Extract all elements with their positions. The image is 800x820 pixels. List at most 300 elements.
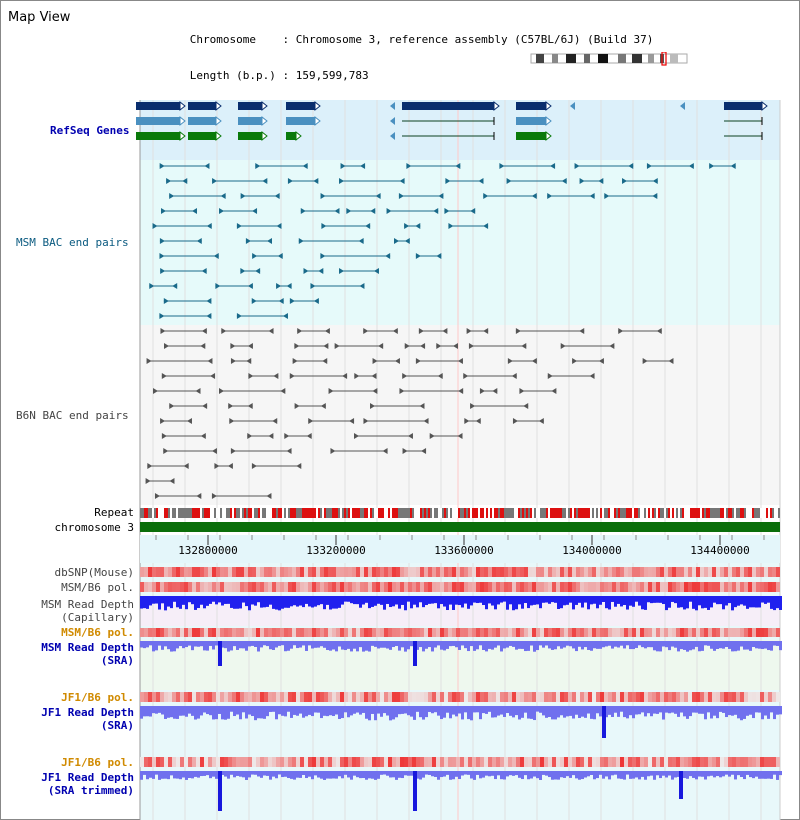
jf1-sra-depth-bar xyxy=(329,706,332,715)
jf1-b6-pol-trimmed-cell xyxy=(356,757,360,767)
jf1-sra-depth-bar xyxy=(416,706,419,712)
jf1-trimmed-depth-bar xyxy=(476,771,479,775)
jf1-b6-pol-trimmed-cell xyxy=(204,757,208,767)
jf1-trimmed-depth-bar xyxy=(587,771,590,776)
track-label-jf1-b6-pol[interactable]: JF1/B6 pol. xyxy=(61,691,134,704)
msm-sra-depth-bar xyxy=(152,641,155,651)
track-label-repeat[interactable]: Repeat xyxy=(94,506,134,519)
jf1-b6-pol-trimmed-cell xyxy=(228,757,232,767)
jf1-trimmed-depth-bar xyxy=(701,771,704,777)
msm-capillary-depth-bar xyxy=(542,596,545,603)
jf1-sra-depth-bar xyxy=(683,706,686,716)
jf1-b6-pol-trimmed-cell xyxy=(512,757,516,767)
msm-sra-depth-bar xyxy=(401,641,404,647)
repeat-segment xyxy=(194,508,196,518)
msm-b6-pol-cell xyxy=(144,582,148,592)
dbsnp-density-cell xyxy=(592,567,596,577)
msm-b6-pol-cell xyxy=(504,582,508,592)
jf1-b6-pol-trimmed-cell xyxy=(276,757,280,767)
msm-sra-depth-bar xyxy=(614,641,617,647)
msm-sra-depth-bar xyxy=(692,641,695,649)
jf1-b6-pol-trimmed-cell xyxy=(488,757,492,767)
msm-capillary-depth-bar xyxy=(212,596,215,602)
dbsnp-density-cell xyxy=(212,567,216,577)
track-label-refseq[interactable]: RefSeq Genes xyxy=(50,124,130,137)
repeat-segment xyxy=(320,508,322,518)
dbsnp-density-cell xyxy=(700,567,704,577)
jf1-trimmed-depth-bar xyxy=(395,771,398,780)
track-label-msm-b6-pol[interactable]: MSM/B6 pol. xyxy=(61,581,134,594)
msm-b6-pol-sra-cell xyxy=(184,628,188,637)
dbsnp-density-cell xyxy=(208,567,212,577)
jf1-b6-pol-trimmed-cell xyxy=(476,757,480,767)
dbsnp-density-cell xyxy=(180,567,184,577)
jf1-b6-pol-cell xyxy=(384,692,388,702)
dbsnp-density-cell xyxy=(288,567,292,577)
jf1-sra-depth-bar xyxy=(665,706,668,713)
msm-b6-pol-cell xyxy=(596,582,600,592)
msm-capillary-depth-bar xyxy=(143,596,146,608)
msm-b6-pol-sra-cell xyxy=(520,628,524,637)
jf1-sra-depth-bar xyxy=(287,706,290,712)
msm-capillary-depth-bar xyxy=(674,596,677,603)
msm-capillary-depth-bar xyxy=(194,596,197,610)
jf1-b6-pol-cell xyxy=(580,692,584,702)
jf1-b6-pol-cell xyxy=(536,692,540,702)
jf1-b6-pol-cell xyxy=(400,692,404,702)
msm-b6-pol-sra-cell xyxy=(244,628,248,637)
msm-b6-pol-sra-cell xyxy=(280,628,284,637)
repeat-segment xyxy=(628,508,630,518)
jf1-b6-pol-trimmed-cell xyxy=(388,757,392,767)
jf1-trimmed-depth-bar xyxy=(173,771,176,778)
jf1-b6-pol-cell xyxy=(192,692,196,702)
repeat-segment xyxy=(420,508,422,518)
jf1-b6-pol-trimmed-cell xyxy=(544,757,548,767)
repeat-segment xyxy=(186,508,188,518)
jf1-b6-pol-trimmed-cell xyxy=(508,757,512,767)
msm-sra-depth-bar xyxy=(467,641,470,651)
repeat-segment xyxy=(662,508,664,518)
jf1-sra-depth-bar xyxy=(200,706,203,715)
track-label-jf1-depth-trimmed[interactable] xyxy=(41,771,134,797)
msm-capillary-depth-bar xyxy=(380,596,383,605)
msm-b6-pol-cell xyxy=(732,582,736,592)
repeat-segment xyxy=(524,508,526,518)
msm-b6-pol-sra-cell xyxy=(336,628,340,637)
jf1-sra-depth-bar xyxy=(248,706,251,715)
repeat-segment xyxy=(452,508,454,518)
dbsnp-density-cell xyxy=(764,567,768,577)
jf1-b6-pol-cell xyxy=(624,692,628,702)
jf1-b6-pol-cell xyxy=(164,692,168,702)
msm-capillary-depth-bar xyxy=(545,596,548,603)
msm-sra-depth-bar xyxy=(374,641,377,647)
msm-sra-depth-bar xyxy=(209,641,212,646)
msm-b6-pol-cell xyxy=(312,582,316,592)
repeat-segment xyxy=(156,508,158,518)
msm-sra-depth-bar xyxy=(602,641,605,647)
jf1-trimmed-depth-bar xyxy=(458,771,461,779)
repeat-segment xyxy=(700,508,702,518)
jf1-b6-pol-cell xyxy=(484,692,488,702)
jf1-b6-pol-trimmed-cell xyxy=(180,757,184,767)
jf1-trimmed-depth-bar xyxy=(359,771,362,778)
repeat-segment xyxy=(316,508,318,518)
msm-capillary-depth-bar xyxy=(605,596,608,608)
jf1-sra-depth-bar xyxy=(335,706,338,714)
msm-capillary-depth-bar xyxy=(560,596,563,608)
jf1-b6-pol-trimmed-cell xyxy=(628,757,632,767)
jf1-trimmed-depth-bar xyxy=(338,771,341,776)
msm-capillary-depth-bar xyxy=(680,596,683,607)
msm-sra-depth-bar xyxy=(458,641,461,650)
dbsnp-density-cell xyxy=(648,567,652,577)
repeat-segment xyxy=(644,508,646,518)
repeat-segment xyxy=(704,508,706,518)
jf1-trimmed-depth-bar xyxy=(530,771,533,778)
dbsnp-density-cell xyxy=(200,567,204,577)
msm-capillary-depth-bar xyxy=(653,596,656,603)
msm-sra-depth-bar xyxy=(323,641,326,648)
jf1-b6-pol-trimmed-cell xyxy=(364,757,368,767)
jf1-b6-pol-cell xyxy=(564,692,568,702)
msm-b6-pol-cell xyxy=(276,582,280,592)
jf1-b6-pol-cell xyxy=(764,692,768,702)
msm-b6-pol-cell xyxy=(380,582,384,592)
msm-capillary-depth-bar xyxy=(446,596,449,610)
jf1-trimmed-depth-bar xyxy=(152,771,155,779)
msm-b6-pol-cell xyxy=(420,582,424,592)
jf1-trimmed-depth-bar xyxy=(293,771,296,780)
repeat-segment xyxy=(214,508,216,518)
msm-b6-pol-cell xyxy=(408,582,412,592)
jf1-trimmed-depth-bar xyxy=(665,771,668,777)
dbsnp-density-cell xyxy=(748,567,752,577)
dbsnp-density-cell xyxy=(196,567,200,577)
msm-capillary-depth-bar xyxy=(323,596,326,609)
msm-b6-pol-cell xyxy=(664,582,668,592)
repeat-segment xyxy=(444,508,446,518)
msm-capillary-depth-bar xyxy=(242,596,245,603)
msm-capillary-depth-bar xyxy=(197,596,200,608)
repeat-segment xyxy=(166,508,168,518)
jf1-sra-depth-bar xyxy=(308,706,311,715)
jf1-b6-pol-trimmed-cell xyxy=(396,757,400,767)
repeat-segment xyxy=(632,508,634,518)
track-label-chromosome[interactable]: chromosome 3 xyxy=(54,521,134,534)
msm-capillary-depth-bar xyxy=(617,596,620,604)
jf1-trimmed-depth-bar xyxy=(287,771,290,778)
jf1-b6-pol-cell xyxy=(540,692,544,702)
msm-b6-pol-cell xyxy=(756,582,760,592)
track-label-msm-bac[interactable]: MSM BAC end pairs xyxy=(16,236,129,249)
msm-capillary-depth-bar xyxy=(233,596,236,609)
msm-capillary-depth-bar xyxy=(164,596,167,610)
msm-capillary-depth-bar xyxy=(176,596,179,607)
dbsnp-density-cell xyxy=(652,567,656,577)
dbsnp-density-cell xyxy=(176,567,180,577)
msm-capillary-depth-bar xyxy=(776,596,779,608)
msm-sra-depth-bar xyxy=(587,641,590,650)
jf1-sra-depth-bar xyxy=(584,706,587,718)
jf1-sra-depth-bar xyxy=(299,706,302,714)
msm-sra-depth-bar xyxy=(545,641,548,645)
jf1-sra-depth-bar xyxy=(743,706,746,719)
msm-capillary-depth-bar xyxy=(746,596,749,609)
jf1-sra-depth-bar xyxy=(482,706,485,713)
msm-capillary-depth-bar xyxy=(263,596,266,607)
jf1-sra-depth-bar xyxy=(425,706,428,717)
msm-sra-depth-bar xyxy=(422,641,425,651)
jf1-trimmed-depth-bar xyxy=(620,771,623,779)
axis-tick-label: 133600000 xyxy=(434,544,494,557)
jf1-trimmed-depth-bar xyxy=(599,771,602,775)
msm-sra-depth-bar xyxy=(536,641,539,650)
track-label-jf1-b6-pol-trimmed[interactable]: JF1/B6 pol. xyxy=(61,756,134,769)
repeat-segment xyxy=(492,508,494,518)
dbsnp-density-cell xyxy=(280,567,284,577)
msm-b6-pol-sra-cell xyxy=(752,628,756,637)
msm-b6-pol-cell xyxy=(676,582,680,592)
jf1-trimmed-depth-bar xyxy=(272,771,275,777)
jf1-b6-pol-trimmed-cell xyxy=(668,757,672,767)
dbsnp-density-cell xyxy=(284,567,288,577)
msm-b6-pol-sra-cell xyxy=(676,628,680,637)
msm-b6-pol-sra-cell xyxy=(324,628,328,637)
msm-sra-depth-bar xyxy=(578,641,581,647)
jf1-trimmed-depth-bar xyxy=(617,771,620,779)
jf1-sra-depth-bar xyxy=(593,706,596,719)
msm-b6-pol-cell xyxy=(568,582,572,592)
track-label-msm-depth-capillary[interactable] xyxy=(41,598,134,624)
track-label-jf1-depth-sra[interactable] xyxy=(41,706,134,732)
jf1-sra-depth-bar xyxy=(506,706,509,713)
jf1-b6-pol-cell xyxy=(364,692,368,702)
repeat-segment xyxy=(664,508,666,518)
msm-b6-pol-cell xyxy=(648,582,652,592)
jf1-trimmed-depth-bar xyxy=(356,771,359,777)
msm-capillary-depth-bar xyxy=(590,596,593,604)
repeat-segment xyxy=(562,508,564,518)
repeat-segment xyxy=(462,508,464,518)
repeat-segment xyxy=(254,508,256,518)
jf1-b6-pol-cell xyxy=(204,692,208,702)
dbsnp-density-cell xyxy=(440,567,444,577)
msm-sra-depth-bar xyxy=(392,641,395,647)
msm-sra-depth-bar xyxy=(404,641,407,652)
repeat-segment xyxy=(770,508,772,518)
dbsnp-density-cell xyxy=(428,567,432,577)
jf1-sra-depth-bar xyxy=(539,706,542,713)
repeat-segment xyxy=(324,508,326,518)
jf1-b6-pol-cell xyxy=(612,692,616,702)
msm-sra-depth-bar xyxy=(311,641,314,649)
msm-b6-pol-sra-cell xyxy=(224,628,228,637)
jf1-b6-pol-trimmed-cell xyxy=(640,757,644,767)
jf1-b6-pol-trimmed-cell xyxy=(608,757,612,767)
jf1-b6-pol-trimmed-cell xyxy=(492,757,496,767)
jf1-trimmed-depth-bar xyxy=(764,771,767,779)
dbsnp-density-cell xyxy=(636,567,640,577)
msm-b6-pol-sra-cell xyxy=(668,628,672,637)
jf1-sra-depth-bar xyxy=(257,706,260,718)
msm-capillary-depth-bar xyxy=(530,596,533,605)
jf1-b6-pol-cell xyxy=(448,692,452,702)
msm-b6-pol-cell xyxy=(216,582,220,592)
jf1-b6-pol-cell xyxy=(500,692,504,702)
repeat-segment xyxy=(598,508,600,518)
msm-b6-pol-sra-cell xyxy=(200,628,204,637)
msm-sra-depth-bar xyxy=(629,641,632,649)
msm-capillary-depth-bar xyxy=(416,596,419,607)
jf1-b6-pol-trimmed-cell xyxy=(432,757,436,767)
msm-b6-pol-sra-cell xyxy=(432,628,436,637)
msm-capillary-depth-bar xyxy=(341,596,344,605)
repeat-segment xyxy=(750,508,752,518)
jf1-trimmed-depth-bar xyxy=(581,771,584,779)
msm-capillary-depth-bar xyxy=(659,596,662,603)
track-label-b6n-bac[interactable]: B6N BAC end pairs xyxy=(16,409,129,422)
msm-sra-depth-bar xyxy=(644,641,647,648)
msm-capillary-depth-bar xyxy=(500,596,503,603)
repeat-segment xyxy=(550,508,552,518)
msm-sra-depth-bar xyxy=(206,641,209,651)
jf1-b6-pol-cell xyxy=(756,692,760,702)
msm-capillary-depth-bar xyxy=(392,596,395,606)
jf1-sra-depth-bar xyxy=(758,706,761,713)
msm-b6-pol-cell xyxy=(336,582,340,592)
jf1-sra-depth-bar xyxy=(491,706,494,718)
repeat-segment xyxy=(594,508,596,518)
msm-sra-depth-bar xyxy=(443,641,446,650)
repeat-segment xyxy=(410,508,412,518)
repeat-segment xyxy=(438,508,440,518)
msm-capillary-depth-bar xyxy=(770,596,773,609)
msm-capillary-depth-bar xyxy=(563,596,566,605)
jf1-sra-depth-bar xyxy=(779,706,782,714)
dbsnp-density-cell xyxy=(476,567,480,577)
jf1-b6-pol-cell xyxy=(256,692,260,702)
track-label-msm-b6-pol-sra[interactable]: MSM/B6 pol. xyxy=(61,626,134,639)
jf1-b6-pol-cell xyxy=(284,692,288,702)
repeat-segment xyxy=(146,508,148,518)
msm-b6-pol-sra-cell xyxy=(596,628,600,637)
msm-b6-pol-cell xyxy=(472,582,476,592)
jf1-b6-pol-cell xyxy=(292,692,296,702)
msm-sra-depth-bar xyxy=(383,641,386,648)
jf1-sra-depth-bar xyxy=(476,706,479,712)
msm-capillary-depth-bar xyxy=(302,596,305,607)
msm-capillary-depth-bar xyxy=(536,596,539,604)
msm-b6-pol-sra-cell xyxy=(708,628,712,637)
jf1-b6-pol-trimmed-cell xyxy=(732,757,736,767)
msm-b6-pol-cell xyxy=(192,582,196,592)
msm-b6-pol-cell xyxy=(460,582,464,592)
jf1-b6-pol-trimmed-cell xyxy=(664,757,668,767)
jf1-sra-depth-bar xyxy=(446,706,449,713)
jf1-b6-pol-trimmed-cell xyxy=(216,757,220,767)
jf1-sra-depth-bar xyxy=(365,706,368,719)
jf1-b6-pol-trimmed-cell xyxy=(304,757,308,767)
jf1-sra-depth-bar xyxy=(650,706,653,716)
jf1-b6-pol-cell xyxy=(360,692,364,702)
msm-capillary-depth-bar xyxy=(485,596,488,609)
msm-b6-pol-cell xyxy=(752,582,756,592)
msm-capillary-depth-bar xyxy=(479,596,482,603)
repeat-segment xyxy=(672,508,674,518)
jf1-b6-pol-trimmed-cell xyxy=(500,757,504,767)
msm-sra-depth-bar xyxy=(689,641,692,650)
msm-capillary-depth-bar xyxy=(221,596,224,606)
msm-capillary-depth-bar xyxy=(482,596,485,605)
jf1-sra-depth-bar xyxy=(776,706,779,715)
jf1-trimmed-depth-bar xyxy=(506,771,509,776)
jf1-b6-pol-trimmed-cell xyxy=(720,757,724,767)
track-label-msm-depth-sra[interactable] xyxy=(41,641,134,667)
msm-b6-pol-cell xyxy=(492,582,496,592)
msm-b6-pol-sra-cell xyxy=(624,628,628,637)
jf1-b6-pol-cell xyxy=(264,692,268,702)
msm-capillary-depth-bar xyxy=(350,596,353,603)
dbsnp-density-cell xyxy=(356,567,360,577)
jf1-trimmed-depth-bar xyxy=(392,771,395,777)
jf1-b6-pol-cell xyxy=(648,692,652,702)
msm-capillary-depth-bar xyxy=(146,596,149,609)
msm-b6-pol-sra-cell xyxy=(700,628,704,637)
jf1-trimmed-depth-bar xyxy=(320,771,323,779)
jf1-sra-depth-bar xyxy=(437,706,440,716)
jf1-sra-depth-bar xyxy=(767,706,770,719)
msm-b6-pol-cell xyxy=(164,582,168,592)
repeat-segment xyxy=(728,508,730,518)
jf1-b6-pol-cell xyxy=(168,692,172,702)
repeat-segment xyxy=(232,508,234,518)
msm-sra-depth-bar xyxy=(482,641,485,650)
jf1-b6-pol-trimmed-cell xyxy=(648,757,652,767)
msm-b6-pol-sra-cell xyxy=(756,628,760,637)
jf1-sra-depth-bar xyxy=(197,706,200,719)
msm-b6-pol-sra-cell xyxy=(372,628,376,637)
jf1-sra-depth-bar xyxy=(362,706,365,713)
jf1-sra-depth-bar xyxy=(359,706,362,715)
repeat-segment xyxy=(304,508,306,518)
jf1-sra-depth-bar xyxy=(182,706,185,716)
msm-sra-depth-bar xyxy=(596,641,599,649)
msm-capillary-depth-bar xyxy=(365,596,368,603)
jf1-b6-pol-trimmed-cell xyxy=(620,757,624,767)
jf1-sra-depth-bar xyxy=(485,706,488,714)
msm-b6-pol-cell xyxy=(436,582,440,592)
repeat-segment xyxy=(516,508,518,518)
msm-b6-pol-cell xyxy=(464,582,468,592)
jf1-b6-pol-trimmed-cell xyxy=(632,757,636,767)
track-label-dbsnp[interactable]: dbSNP(Mouse) xyxy=(54,566,134,579)
jf1-sra-depth-bar xyxy=(515,706,518,715)
msm-capillary-depth-bar xyxy=(668,596,671,608)
msm-capillary-depth-bar xyxy=(419,596,422,602)
jf1-b6-pol-cell xyxy=(768,692,772,702)
repeat-segment xyxy=(734,508,736,518)
msm-sra-depth-bar xyxy=(461,641,464,645)
jf1-b6-pol-cell xyxy=(336,692,340,702)
jf1-sra-depth-bar xyxy=(398,706,401,714)
msm-sra-depth-bar xyxy=(653,641,656,650)
msm-sra-depth-bar xyxy=(359,641,362,647)
msm-sra-depth-bar xyxy=(731,641,734,651)
dbsnp-density-cell xyxy=(344,567,348,577)
msm-capillary-depth-bar xyxy=(449,596,452,605)
